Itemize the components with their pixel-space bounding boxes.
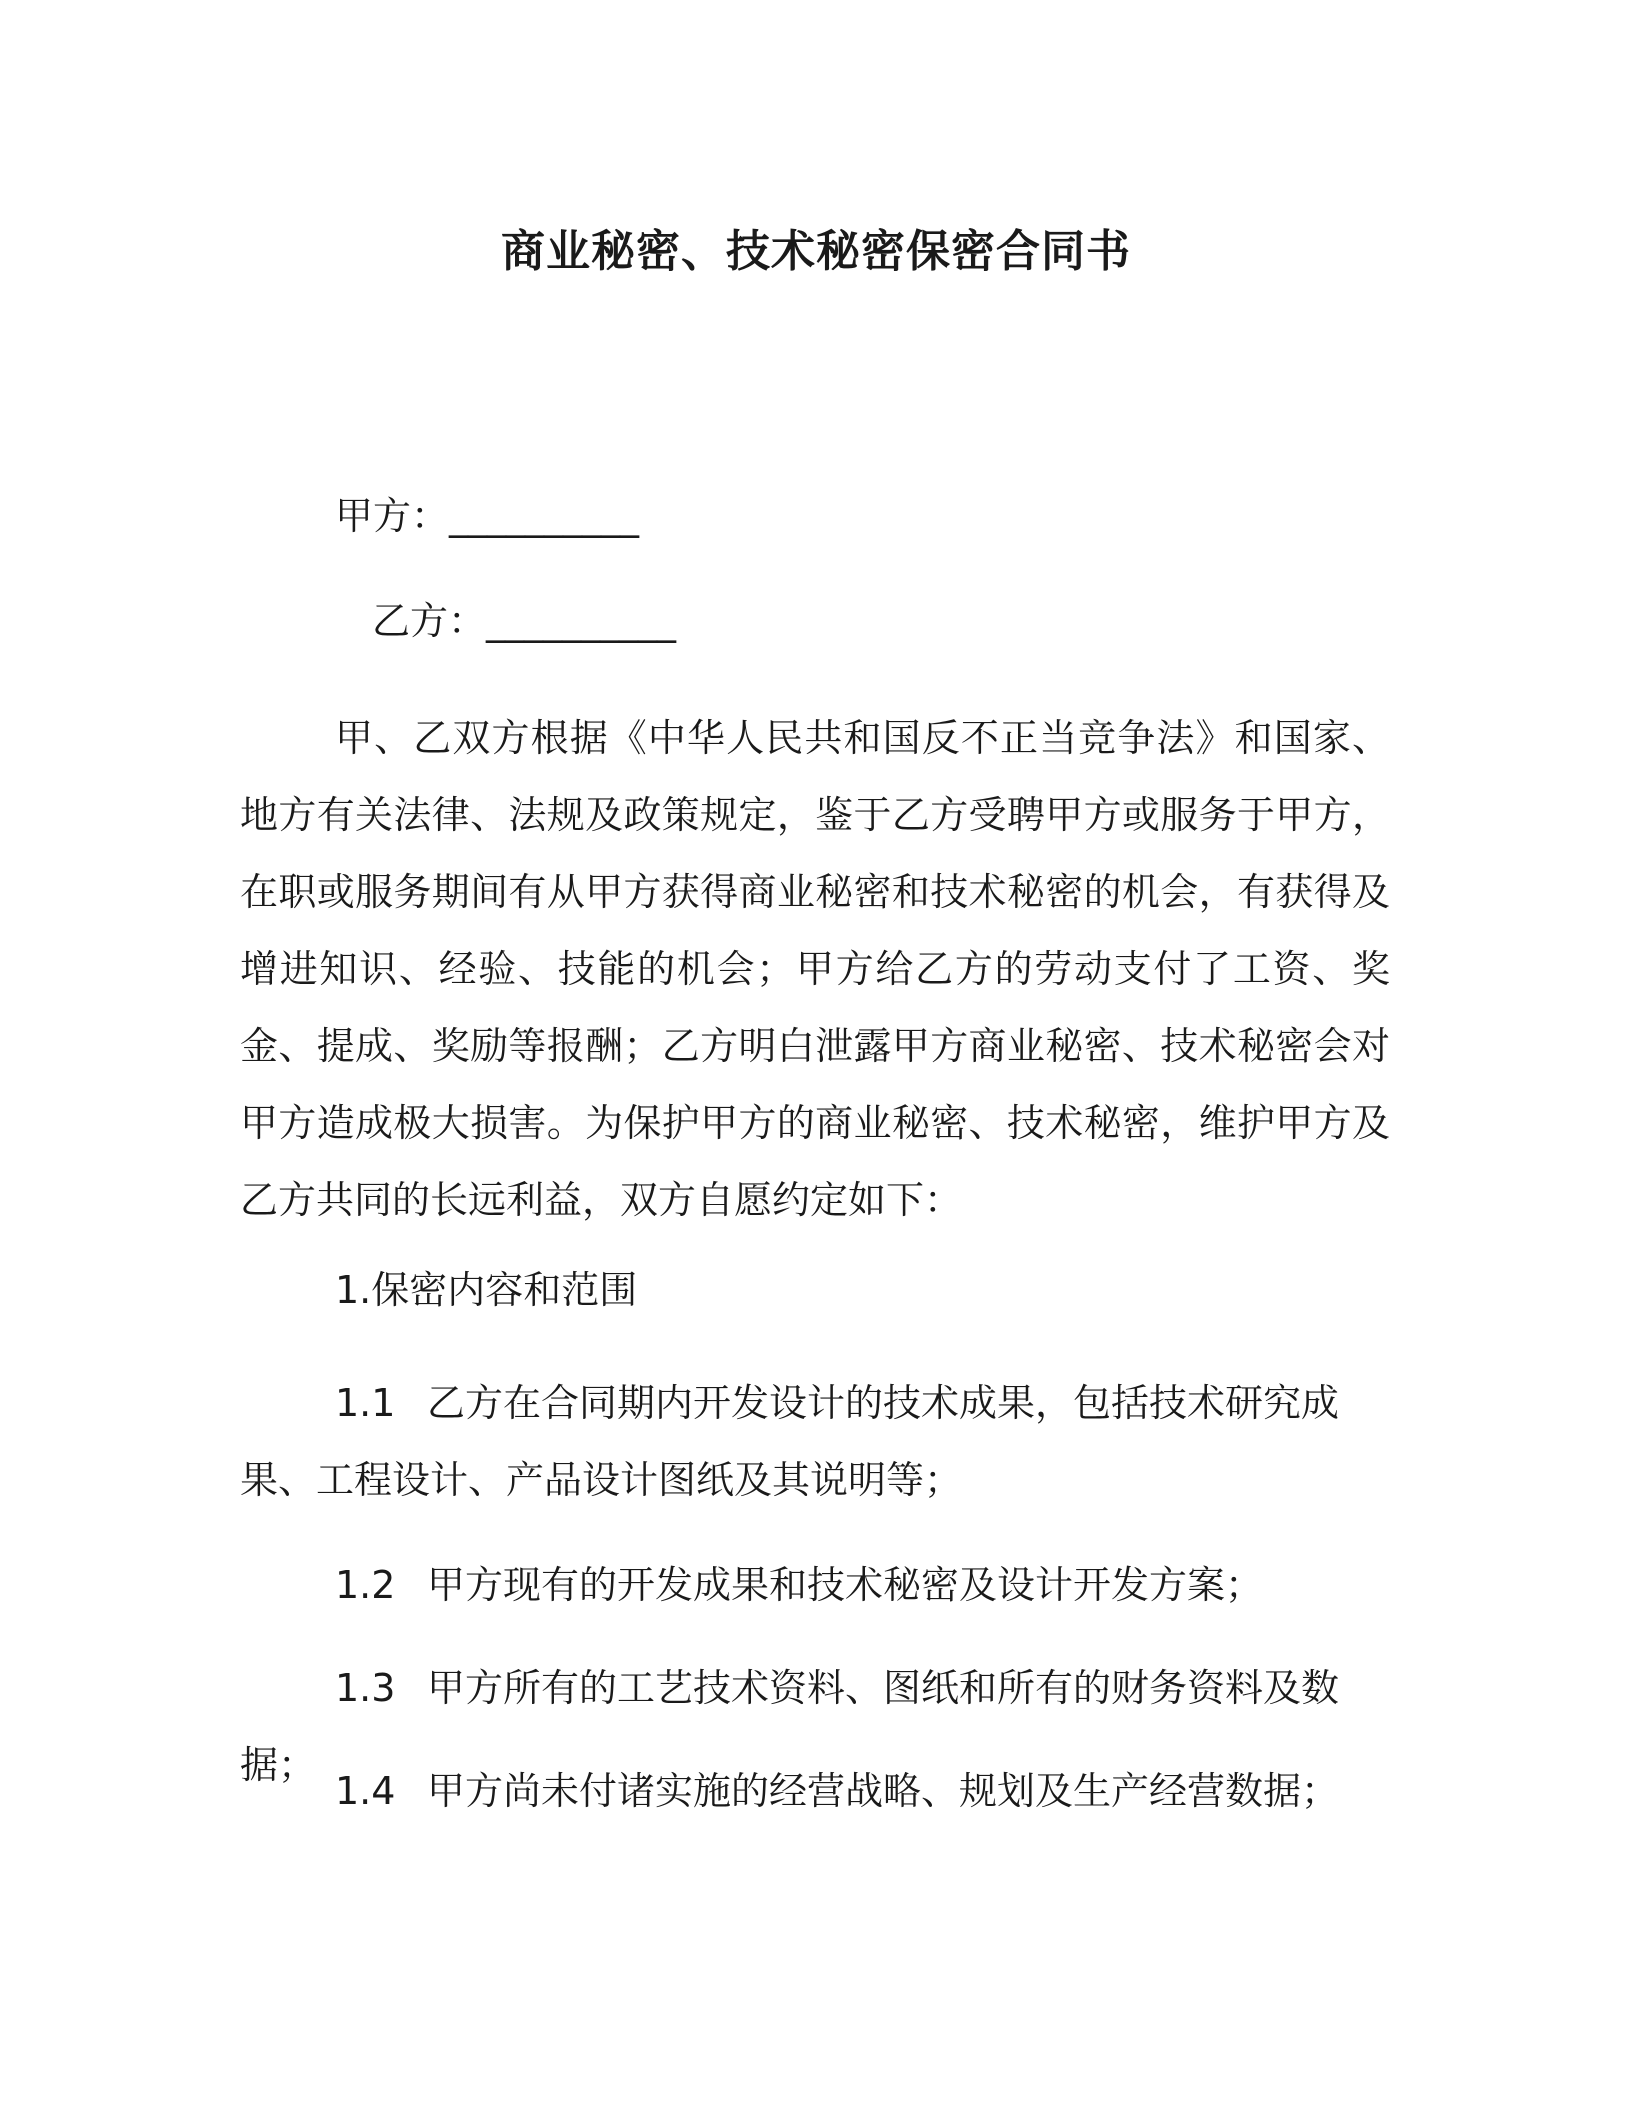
document-title: 商业秘密、技术秘密保密合同书	[501, 226, 1131, 277]
clause-number: 1.4	[335, 1769, 396, 1813]
preamble-paragraph: 甲、乙双方根据《中华人民共和国反不正当竞争法》和国家、地方有关法律、法规及政策规定，鉴于乙方受聘甲方或服务于甲方，在职或服务期间有从甲方获得商业秘密和技术秘密的机会，有获得及增进知识、经验、技能的机会；甲方给乙方的劳动支付了工资、奖金、提成、奖励等报酬；乙方明白泄露甲方商业秘密、技术秘密会对甲方造成极大损害。为保护甲方的商业秘密、技术秘密，维护甲方及乙方共同的长远利益，双方自愿约定如下：	[240, 716, 1390, 1222]
section-heading: 1.保密内容和范围	[335, 1268, 638, 1312]
clause-text: 甲方尚未付诸实施的经营战略、规划及生产经营数据；	[427, 1769, 1340, 1813]
clause-text: 甲方现有的开发成果和技术秘密及设计开发方案；	[427, 1563, 1264, 1607]
party-b-line: 乙方：__________	[372, 599, 677, 643]
clause-number: 1.2	[335, 1563, 396, 1607]
clause-item	[240, 1547, 1390, 1624]
clause-item	[240, 1365, 1390, 1519]
clause-number: 1.3	[335, 1666, 396, 1710]
party-a-line: 甲方：__________	[335, 494, 640, 538]
clause-text: 乙方在合同期内开发设计的技术成果，包括技术研究成果、工程设计、产品设计图纸及其说明等；	[240, 1381, 1340, 1502]
clause-text: 甲方所有的工艺技术资料、图纸和所有的财务资料及数据；	[240, 1666, 1340, 1787]
clause-number: 1.1	[335, 1381, 396, 1425]
clause-item	[240, 1753, 1390, 1830]
